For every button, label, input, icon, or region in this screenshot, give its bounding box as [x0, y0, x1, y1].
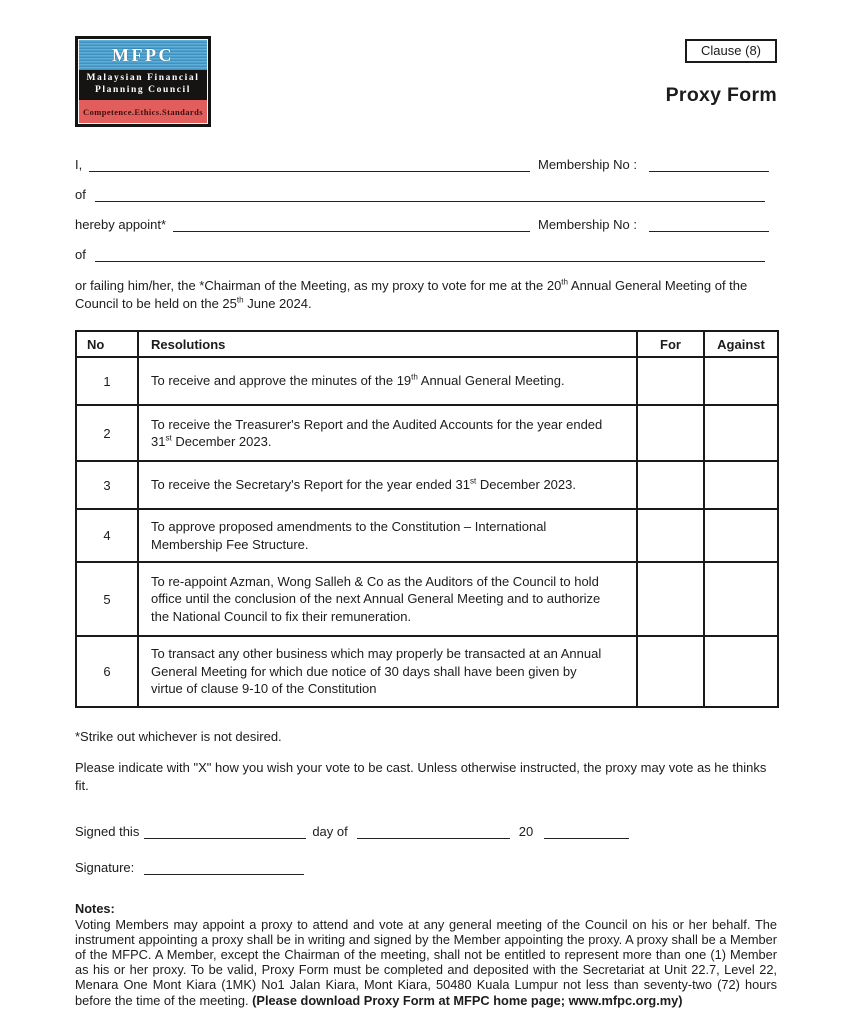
day-input-line[interactable]	[144, 821, 306, 839]
row-number: 3	[76, 461, 138, 509]
proxy-name-input-line[interactable]	[173, 214, 530, 232]
column-header-no: No	[76, 331, 138, 357]
vote-instruction-note: Please indicate with "X" how you wish your vote to be cast. Unless otherwise instructed, the proxy may vote as he thinks fit.	[75, 759, 767, 793]
row-number: 1	[76, 357, 138, 405]
month-input-line[interactable]	[357, 821, 510, 839]
day-of-label: day of	[312, 823, 348, 839]
column-header-against: Against	[704, 331, 778, 357]
table-row	[76, 357, 778, 405]
column-header-resolutions: Resolutions	[138, 331, 637, 357]
mfpc-logo-inner	[78, 39, 208, 124]
row-number: 5	[76, 562, 138, 636]
membership-no-label-2: Membership No :	[538, 217, 637, 232]
of-label-2: of	[75, 247, 86, 262]
header	[75, 36, 777, 127]
row-number: 4	[76, 509, 138, 562]
member-name-input-line[interactable]	[89, 154, 530, 172]
signature-label: Signature:	[75, 859, 135, 875]
table-row	[76, 405, 778, 461]
notes-section	[75, 901, 777, 1008]
member-address-input-line[interactable]	[95, 184, 765, 202]
against-vote-cell[interactable]	[704, 357, 778, 405]
resolution-text: To receive the Treasurer's Report and the Audited Accounts for the year ended 31st December 2023.	[138, 405, 637, 461]
intro-paragraph: or failing him/her, the *Chairman of the Meeting, as my proxy to vote for me at the 20th Annual General Meeting of the Council to be held on the 25th June 2024.	[75, 277, 748, 311]
against-vote-cell[interactable]	[704, 562, 778, 636]
against-vote-cell[interactable]	[704, 405, 778, 461]
of-label-1: of	[75, 187, 86, 202]
logo-org-line2: Planning Council	[94, 84, 192, 95]
signed-date-line	[75, 818, 777, 839]
year-input-line[interactable]	[544, 821, 629, 839]
row-number: 6	[76, 636, 138, 707]
table-header-row	[76, 331, 778, 357]
membership-no-label-1: Membership No :	[538, 157, 637, 172]
name-group	[75, 154, 530, 172]
for-vote-cell[interactable]	[637, 562, 704, 636]
against-vote-cell[interactable]	[704, 636, 778, 707]
member-address-line	[75, 181, 777, 202]
logo-black-band	[79, 70, 207, 100]
name-line	[75, 151, 777, 172]
proxy-name-group	[75, 214, 530, 232]
signed-this-label: Signed this	[75, 823, 140, 839]
logo-red-band	[79, 100, 207, 123]
signature-input-line[interactable]	[144, 857, 304, 875]
for-vote-cell[interactable]	[637, 357, 704, 405]
table-row	[76, 562, 778, 636]
against-vote-cell[interactable]	[704, 509, 778, 562]
proxy-address-line	[75, 241, 777, 262]
for-vote-cell[interactable]	[637, 405, 704, 461]
table-row	[76, 509, 778, 562]
mfpc-logo	[75, 36, 211, 127]
resolution-text: To approve proposed amendments to the Constitution – International Membership Fee Structure.	[138, 509, 637, 562]
resolution-text: To transact any other business which may properly be transacted at an Annual General Meeting for which due notice of 30 days shall have been given by virtue of clause 9-10 of the Constitution	[138, 636, 637, 707]
logo-org-line1: Malaysian Financial	[86, 73, 200, 83]
against-vote-cell[interactable]	[704, 461, 778, 509]
notes-paragraph: Voting Members may appoint a proxy to attend and vote at any general meeting of the Council on his or her behalf. The instrument appointing a proxy shall be in writing and signed by the Member appointing the proxy. A proxy shall be a Member of the MFPC. A Member, except the Chairman of the meeting, shall not be entitled to represent more than one (1) Member as his or her proxy. To be valid, Proxy Form must be completed and deposited with the Secretariat at Unit 22.7, Level 22, Menara One Mont Kiara (1MK) No1 Jalan Kiara, Mont Kiara, 50480 Kuala Lumpur not less than seventy-two (72) hours before the time of the meeting. (Please download Proxy Form at MFPC home page; www.mfpc.org.my)	[75, 916, 777, 1008]
membership-no-input-line-1[interactable]	[649, 154, 769, 172]
signature-line	[75, 854, 777, 875]
logo-acronym: MFPC	[112, 44, 174, 65]
membership-no-input-line-2[interactable]	[649, 214, 769, 232]
notes-heading: Notes:	[75, 900, 115, 916]
for-vote-cell[interactable]	[637, 461, 704, 509]
for-vote-cell[interactable]	[637, 509, 704, 562]
page-title: Proxy Form	[665, 84, 777, 106]
proxy-address-input-line[interactable]	[95, 244, 765, 262]
table-row	[76, 636, 778, 707]
column-header-for: For	[637, 331, 704, 357]
year-prefix-label: 20	[518, 823, 534, 839]
table-row	[76, 461, 778, 509]
clause-badge: Clause (8)	[685, 39, 777, 63]
logo-tagline: Competence.Ethics.Standards	[83, 107, 203, 117]
resolution-text: To receive the Secretary's Report for the year ended 31st December 2023.	[138, 461, 637, 509]
appoint-line	[75, 211, 777, 232]
for-vote-cell[interactable]	[637, 636, 704, 707]
strike-out-note: *Strike out whichever is not desired.	[75, 728, 282, 744]
appointer-fields	[75, 151, 777, 262]
header-right	[666, 36, 777, 107]
row-number: 2	[76, 405, 138, 461]
resolution-text: To receive and approve the minutes of the 19th Annual General Meeting.	[138, 357, 637, 405]
resolutions-table	[75, 330, 779, 708]
resolution-text: To re-appoint Azman, Wong Salleh & Co as the Auditors of the Council to hold office until the conclusion of the next Annual General Meeting and to authorize the National Council to fix their remuneration.	[138, 562, 637, 636]
hereby-appoint-label: hereby appoint*	[75, 217, 167, 232]
logo-blue-band	[79, 40, 207, 70]
i-label: I,	[75, 157, 83, 172]
